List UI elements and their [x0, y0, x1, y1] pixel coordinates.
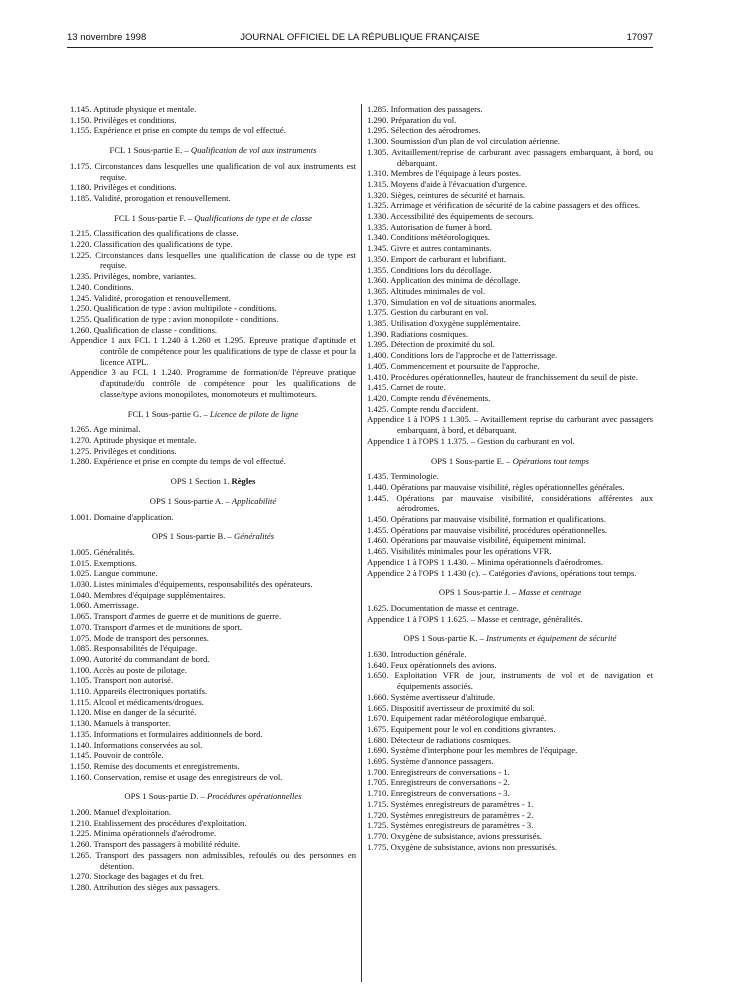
subsection-heading — [70, 791, 356, 802]
list-item: 1.360. Application des minima de décollage. — [367, 275, 521, 286]
subsection-heading — [70, 213, 356, 224]
subsection-heading — [367, 456, 653, 467]
heading-prefix: FCL 1 Sous-partie E. – — [109, 145, 191, 156]
list-item: 1.075. Mode de transport des personnes. — [70, 632, 209, 643]
heading-prefix: OPS 1 Section 1. — [170, 476, 232, 487]
list-item: 1.405. Commencement et poursuite de l'approche. — [367, 360, 540, 371]
list-item: 1.210. Etablissement des procédures d'exploitation. — [70, 817, 247, 828]
list-item: 1.390. Radiations cosmiques. — [367, 328, 468, 339]
list-item: 1.665. Dispositif avertisseur de proximité du sol. — [367, 702, 535, 713]
list-item: 1.135. Informations et formulaires additionnels de bord. — [70, 728, 263, 739]
heading-title: Licence de pilote de ligne — [209, 408, 299, 419]
list-item: 1.775. Oxygène de subsistance, avions non pressurisés. — [367, 841, 557, 852]
list-item: 1.185. Validité, prorogation et renouvellement. — [70, 192, 231, 203]
list-item: 1.115. Alcool et médicaments/drogues. — [70, 696, 204, 707]
list-item: 1.160. Conservation, remise et usage des enregistreurs de vol. — [70, 771, 283, 782]
list-item: 1.675. Equipement pour le vol en conditions givrantes. — [367, 723, 556, 734]
list-item: 1.150. Privilèges et conditions. — [70, 114, 177, 125]
list-item: 1.640. Feux opérationnels des avions. — [367, 659, 497, 670]
list-item: 1.630. Introduction générale. — [367, 649, 467, 660]
list-item: 1.240. Conditions. — [70, 281, 134, 292]
list-item: 1.270. Aptitude physique et mentale. — [70, 434, 197, 445]
heading-prefix: OPS 1 Sous-partie B. – — [151, 531, 234, 542]
list-item: 1.465. Visibilités minimales pour les opérations VFR. — [367, 546, 552, 557]
list-item: 1.680. Détecteur de radiations cosmiques. — [367, 734, 511, 745]
list-item: 1.090. Autorité du commandant de bord. — [70, 653, 210, 664]
list-item: 1.225. Circonstances dans lesquelles une qualification de classe ou de type est requise. — [70, 249, 356, 271]
list-item: 1.365. Altitudes minimales de vol. — [367, 285, 486, 296]
list-item: 1.290. Préparation du vol. — [367, 114, 457, 125]
list-item: 1.710. Enregistreurs de conversations - 3. — [367, 788, 510, 799]
list-item: 1.285. Information des passagers. — [367, 104, 483, 114]
list-item: 1.005. Généralités. — [70, 546, 135, 557]
list-item: 1.440. Opérations par mauvaise visibilité, règles opérationnelles générales. — [367, 481, 625, 492]
heading-prefix: OPS 1 Sous-partie D. – — [124, 791, 207, 802]
subsection-heading — [367, 633, 653, 644]
heading-prefix: OPS 1 Sous-partie A. – — [149, 495, 232, 506]
list-item: 1.025. Langue commune. — [70, 568, 158, 579]
heading-prefix: OPS 1 Sous-partie K. – — [403, 633, 487, 644]
list-item: 1.120. Mise en danger de la sécurité. — [70, 707, 197, 718]
list-item: 1.280. Attribution des sièges aux passagers. — [70, 882, 220, 892]
list-item: 1.215. Classification des qualifications de classe. — [70, 228, 239, 239]
list-item: 1.310. Membres de l'équipage à leurs postes. — [367, 168, 522, 179]
list-item: 1.660. Système avertisseur d'altitude. — [367, 691, 496, 702]
list-item: 1.720. Systèmes enregistreurs de paramètres - 2. — [367, 809, 534, 820]
heading-title: Règles — [231, 476, 256, 487]
list-item: 1.460. Opérations par mauvaise visibilité, équipement minimal. — [367, 535, 586, 546]
header-rule — [67, 47, 653, 48]
list-item: 1.705. Enregistreurs de conversations - 2. — [367, 777, 510, 788]
subsection-heading — [70, 496, 356, 507]
list-item: 1.245. Validité, prorogation et renouvellement. — [70, 292, 231, 303]
list-item: 1.100. Accès au poste de pilotage. — [70, 664, 187, 675]
list-item: 1.265. Transport des passagers non admissibles, refoulés ou des personnes en détention. — [70, 849, 356, 871]
right-column — [367, 104, 653, 852]
list-item: Appendice 1 à l'OPS 1 1.375. – Gestion du carburant en vol. — [367, 435, 575, 446]
list-item: 1.015. Exemptions. — [70, 557, 137, 568]
heading-prefix: FCL 1 Sous-partie G. – — [127, 408, 210, 419]
heading-prefix: OPS 1 Sous-partie E. – — [430, 455, 513, 466]
list-item: 1.400. Conditions lors de l'approche et de l'atterrissage. — [367, 350, 558, 361]
list-item: 1.175. Circonstances dans lesquelles une qualification de vol aux instruments est requise. — [70, 160, 356, 182]
list-item: 1.770. Oxygène de subsistance, avions pressurisés. — [367, 831, 542, 841]
issue-date: 13 novembre 1998 — [67, 32, 147, 43]
heading-title: Qualifications de type et de classe — [194, 212, 312, 223]
page-header — [67, 32, 653, 46]
subsection-heading — [70, 531, 356, 542]
list-item: 1.445. Opérations par mauvaise visibilité, considérations afférentes aux aérodromes. — [367, 492, 653, 514]
subsection-heading — [367, 587, 653, 598]
page-number: 17097 — [626, 32, 653, 43]
list-item: 1.700. Enregistreurs de conversations - 1. — [367, 766, 510, 777]
list-item: 1.270. Stockage des bagages et du fret. — [70, 871, 204, 882]
list-item: 1.235. Privilèges, nombre, variantes. — [70, 271, 197, 282]
list-item: 1.695. Système d'annonce passagers. — [367, 756, 494, 767]
list-item: 1.385. Utilisation d'oxygène supplémentaire. — [367, 318, 521, 329]
list-item: 1.225. Minima opérationnels d'aérodrome. — [70, 828, 217, 839]
list-item: 1.455. Opérations par mauvaise visibilité, procédures opérationnelles. — [367, 524, 608, 535]
list-item: 1.435. Terminologie. — [367, 471, 439, 482]
list-item: 1.030. Listes minimales d'équipements, responsabilités des opérateurs. — [70, 579, 313, 590]
list-item: 1.420. Compte rendu d'événements. — [367, 392, 491, 403]
list-item: 1.275. Privilèges et conditions. — [70, 445, 177, 456]
heading-title: Généralités — [234, 531, 275, 542]
list-item: 1.725. Systèmes enregistreurs de paramètres - 3. — [367, 820, 534, 831]
list-item: 1.335. Autorisation de fumer à bord. — [367, 221, 493, 232]
list-item: 1.260. Transport des passagers à mobilité réduite. — [70, 839, 241, 850]
journal-title: JOURNAL OFFICIEL DE LA RÉPUBLIQUE FRANÇAISE — [240, 32, 480, 43]
list-item: 1.715. Systèmes enregistreurs de paramètres - 1. — [367, 798, 534, 809]
list-item: 1.260. Qualification de classe - conditions. — [70, 324, 218, 335]
list-item: 1.220. Classification des qualifications de type. — [70, 239, 233, 250]
heading-prefix: FCL 1 Sous-partie F. – — [114, 212, 195, 223]
list-item: Appendice 1 à l'OPS 1 1.305. – Avitaillement reprise du carburant avec passagers embarquant, à bord, et débarquant. — [367, 414, 653, 436]
list-item: 1.450. Opérations par mauvaise visibilité, formation et qualifications. — [367, 514, 606, 525]
heading-title: Qualification de vol aux instruments — [190, 145, 317, 156]
subsection-heading — [70, 409, 356, 420]
list-item: 1.145. Aptitude physique et mentale. — [70, 104, 197, 114]
list-item: 1.265. Age minimal. — [70, 424, 141, 435]
list-item: Appendice 3 au FCL 1 1.240. Programme de formation/de l'épreuve pratique d'aptitude/du contrôle de compétence pour les qualifications de classe/type avions monopilotes, monomoteurs et multimoteurs. — [70, 367, 356, 399]
heading-prefix: OPS 1 Sous-partie J. – — [438, 587, 519, 598]
list-item: 1.140. Informations conservées au sol. — [70, 739, 203, 750]
left-column — [70, 104, 356, 893]
list-item: 1.315. Moyens d'aide à l'évacuation d'urgence. — [367, 178, 528, 189]
list-item: 1.130. Manuels à transporter. — [70, 718, 171, 729]
list-item: 1.370. Simulation en vol de situations anormales. — [367, 296, 537, 307]
section-heading — [70, 476, 356, 487]
list-item: 1.625. Documentation de masse et centrage. — [367, 602, 519, 613]
list-item: 1.425. Compte rendu d'accident. — [367, 403, 479, 414]
list-item: 1.105. Transport non autorisé. — [70, 675, 174, 686]
column-divider — [361, 104, 362, 982]
heading-title: Masse et centrage — [518, 587, 582, 598]
list-item: 1.670. Equipement radar météorologique embarqué. — [367, 713, 547, 724]
list-item: 1.375. Gestion du carburant en vol. — [367, 307, 489, 318]
list-item: 1.280. Expérience et prise en compte du temps de vol effectué. — [70, 456, 286, 467]
list-item: Appendice 1 aux FCL 1 1.240 à 1.260 et 1.295. Epreuve pratique d'aptitude et contrôle de compétence pour les qualifications de type de classe et pour la licence ATPL. — [70, 335, 356, 367]
list-item: 1.200. Manuel d'exploitation. — [70, 807, 172, 818]
list-item: 1.145. Pouvoir de contrôle. — [70, 750, 164, 761]
heading-title: Applicabilité — [231, 495, 277, 506]
list-item: 1.690. Système d'interphone pour les membres de l'équipage. — [367, 745, 578, 756]
heading-title: Instruments et équipement de sécurité — [486, 633, 617, 644]
list-item: 1.300. Soumission d'un plan de vol circulation aérienne. — [367, 136, 560, 147]
list-item: 1.040. Membres d'équipage supplémentaires. — [70, 589, 226, 600]
list-item: 1.150. Remise des documents et enregistrements. — [70, 760, 240, 771]
list-item: 1.340. Conditions météorologiques. — [367, 232, 490, 243]
list-item: 1.001. Domaine d'application. — [70, 511, 174, 522]
list-item: 1.295. Sélection des aérodromes. — [367, 125, 481, 136]
list-item: 1.065. Transport d'armes de guerre et de munitions de guerre. — [70, 611, 282, 622]
list-item: 1.320. Sièges, ceintures de sécurité et harnais. — [367, 189, 525, 200]
subsection-heading — [70, 145, 356, 156]
list-item: Appendice 1 à l'OPS 1 1.430. – Minima opérationnels d'aérodromes. — [367, 556, 604, 567]
heading-title: Procédures opérationnelles — [207, 791, 302, 802]
list-item: Appendice 2 à l'OPS 1 1.430 (c). – Catégories d'avions, opérations tout temps. — [367, 567, 637, 578]
list-item: 1.110. Appareils électroniques portatifs. — [70, 686, 208, 697]
list-item: 1.355. Conditions lors du décollage. — [367, 264, 492, 275]
list-item: 1.395. Détection de proximité du sol. — [367, 339, 495, 350]
list-item: 1.345. Givre et autres contaminants. — [367, 243, 492, 254]
list-item: 1.415. Carnet de route. — [367, 382, 446, 393]
list-item: 1.350. Emport de carburant et lubrifiant. — [367, 253, 506, 264]
list-item: 1.650. Exploitation VFR de jour, instruments de vol et de navigation et équipements associés. — [367, 670, 653, 692]
list-item: 1.180. Privilèges et conditions. — [70, 182, 177, 193]
list-item: 1.255. Qualification de type : avion monopilote - conditions. — [70, 313, 279, 324]
list-item: 1.325. Arrimage et vérification de sécurité de la cabine passagers et des offices. — [367, 200, 641, 211]
list-item: 1.330. Accessibilité des équipements de secours. — [367, 211, 535, 222]
list-item: 1.410. Procédures opérationnelles, hauteur de franchissement du seuil de piste. — [367, 371, 638, 382]
list-item: 1.060. Amerrissage. — [70, 600, 139, 611]
list-item: 1.085. Responsabilités de l'équipage. — [70, 643, 198, 654]
list-item: 1.305. Avitaillement/reprise de carburant avec passagers embarquant, à bord, ou débarquant. — [367, 146, 653, 168]
list-item: 1.070. Transport d'armes et de munitions de sport. — [70, 621, 242, 632]
heading-title: Opérations tout temps — [512, 455, 590, 466]
list-item: 1.155. Expérience et prise en compte du temps de vol effectué. — [70, 125, 286, 136]
list-item: 1.250. Qualification de type : avion multipilote - conditions. — [70, 303, 277, 314]
list-item: Appendice 1 à l'OPS 1 1.625. – Masse et centrage, généralités. — [367, 613, 583, 624]
